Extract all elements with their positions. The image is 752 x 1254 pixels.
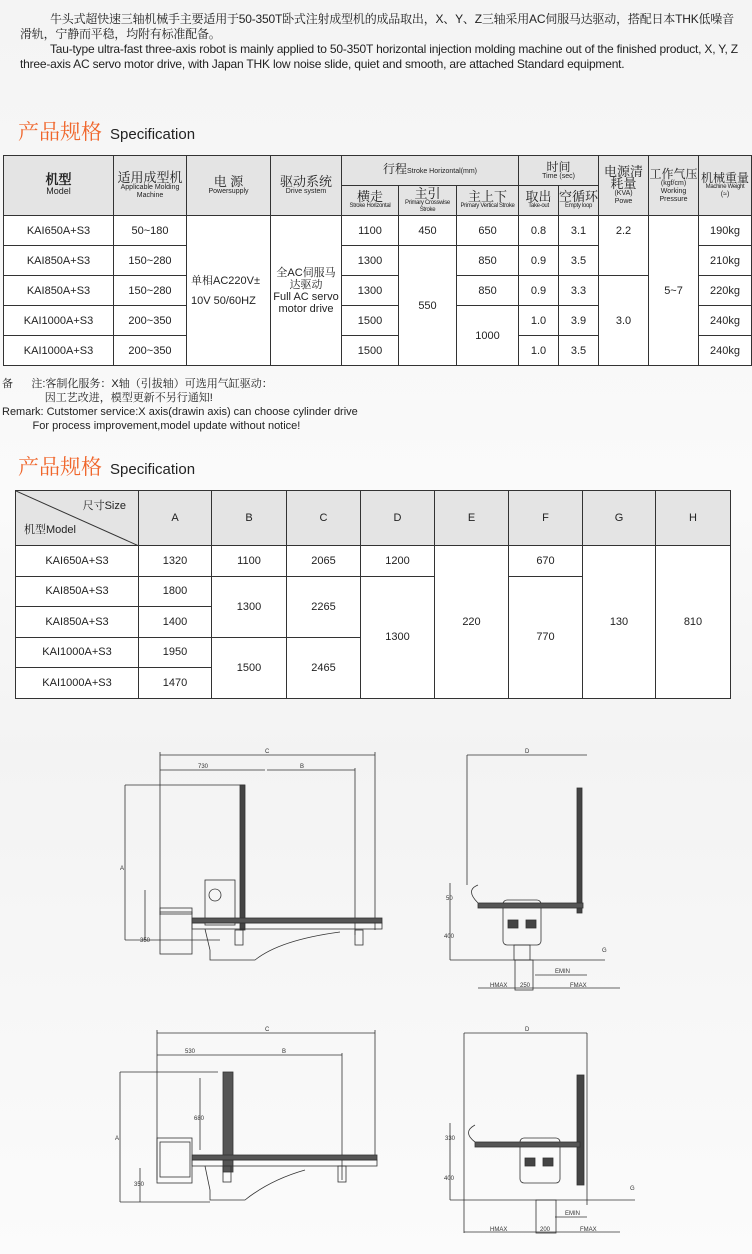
cell-loop: 3.5 [559, 336, 599, 366]
cell-molding: 200~350 [114, 336, 187, 366]
dim-200: 200 [540, 1227, 551, 1233]
cell-vertical: 850 [457, 276, 519, 306]
side-view-drawing-1 [110, 740, 400, 970]
header-model: 机型 Model [4, 156, 114, 216]
table-row [4, 276, 752, 306]
cell-model: KAI1000A+S3 [16, 668, 139, 699]
cell-b: 1100 [212, 546, 287, 577]
cell-molding: 50~180 [114, 216, 187, 246]
dim-emin: EMIN [565, 1211, 580, 1217]
dim-330: 330 [445, 1136, 456, 1142]
intro-en: Tau-type ultra-fast three-axis robot is mainly applied to 50-350T horizontal injection molding machine out of the finished product, X, Y, Z three-axis AC servo motor drive, with Japan THK low noise slide, quiet and smooth, are attached Standard equipment. [20, 42, 738, 71]
dim-c: C [265, 1027, 270, 1033]
cell-e: 220 [435, 546, 509, 699]
cell-f: 770 [509, 576, 583, 698]
title-zh: 产品规格 [18, 121, 102, 144]
cell-model: KAI1000A+S3 [4, 306, 114, 336]
spec-table [3, 155, 752, 366]
dim-c: C [265, 749, 270, 755]
table-row [4, 216, 752, 246]
cell-weight: 190kg [699, 216, 752, 246]
header-g: G [583, 491, 656, 546]
dim-d: D [525, 1027, 530, 1033]
cell-loop: 3.1 [559, 216, 599, 246]
header-time: 时间 Time (sec) [519, 156, 599, 186]
cell-loop: 3.5 [559, 246, 599, 276]
cell-d: 1300 [361, 576, 435, 698]
dim-fmax: FMAX [570, 983, 587, 989]
note-zh-1: 备 注:客制化服务：X轴（引拔轴）可选用气缸驱动： [2, 378, 273, 390]
dimension-table [15, 490, 731, 699]
dim-680: 680 [194, 1116, 205, 1122]
header-e: E [435, 491, 509, 546]
cell-vertical: 1000 [457, 306, 519, 366]
cell-molding: 200~350 [114, 306, 187, 336]
note-en-1: Remark: Cutstomer service:X axis(drawin axis) can choose cylinder drive [2, 406, 358, 418]
header-a: A [139, 491, 212, 546]
cell-weight: 220kg [699, 276, 752, 306]
dim-400: 400 [444, 934, 455, 940]
cell-model: KAI850A+S3 [4, 246, 114, 276]
dim-530: 530 [185, 1049, 196, 1055]
cell-a: 1470 [139, 668, 212, 699]
cell-model: KAI850A+S3 [16, 607, 139, 638]
dim-d: D [525, 749, 530, 755]
dim-350: 350 [134, 1182, 145, 1188]
cell-stroke: 1300 [342, 246, 399, 276]
header-weight: 机械重量 Machine Weight (≈) [699, 156, 752, 216]
side-view-drawing-2 [110, 1020, 400, 1220]
note-zh-2: 因工艺改进，模型更新不另行通知! [2, 392, 213, 404]
cell-a: 1950 [139, 637, 212, 668]
cell-vertical: 850 [457, 246, 519, 276]
cell-molding: 150~280 [114, 276, 187, 306]
dim-b: B [300, 764, 305, 770]
cell-drive: 全AC伺服马达驱动 Full AC servo motor drive [271, 216, 342, 366]
header-b: B [212, 491, 287, 546]
dim-400: 400 [444, 1176, 455, 1182]
cell-stroke: 1500 [342, 336, 399, 366]
header-h: H [656, 491, 731, 546]
cell-loop: 3.9 [559, 306, 599, 336]
dim-b: B [282, 1049, 287, 1055]
intro-text [20, 12, 740, 72]
dim-fmax: FMAX [580, 1227, 597, 1233]
note-en-2: For process improvement,model update without notice! [2, 420, 301, 432]
title-en: Specification [110, 461, 196, 478]
header-crosswise: 主引 Primary Crosswise Stroke [399, 186, 457, 216]
title-en: Specification [110, 126, 196, 143]
cell-vertical: 650 [457, 216, 519, 246]
header-molding: 适用成型机 Applicable Molding Machine [114, 156, 187, 216]
cell-c: 2065 [287, 546, 361, 577]
cell-model: KAI1000A+S3 [16, 637, 139, 668]
cell-b: 1300 [212, 576, 287, 637]
cell-g: 130 [583, 546, 656, 699]
cell-stroke: 1500 [342, 306, 399, 336]
cell-d: 1200 [361, 546, 435, 577]
cell-stroke: 1100 [342, 216, 399, 246]
cell-power-supply: 单相AC220V± 10V 50/60HZ [187, 216, 271, 366]
cell-takeout: 0.9 [519, 276, 559, 306]
cell-a: 1320 [139, 546, 212, 577]
header-empty-loop: 空循环 Empty loop [559, 186, 599, 216]
cell-model: KAI850A+S3 [4, 276, 114, 306]
header-size-model: 尺寸Size 机型Model [16, 491, 139, 546]
dim-730: 730 [198, 764, 209, 770]
cell-takeout: 1.0 [519, 336, 559, 366]
cell-b: 1500 [212, 637, 287, 698]
section-title-spec [18, 116, 195, 146]
header-working-pressure: 工作气压 (kgf/cm) Working Pressure [649, 156, 699, 216]
header-d: D [361, 491, 435, 546]
cell-crosswise: 450 [399, 216, 457, 246]
dim-50: 50 [446, 896, 453, 902]
header-takeout: 取出 Take-out [519, 186, 559, 216]
cell-consumption: 2.2 [599, 216, 649, 276]
cell-a: 1800 [139, 576, 212, 607]
cell-takeout: 0.8 [519, 216, 559, 246]
cell-h: 810 [656, 546, 731, 699]
table-row [16, 546, 731, 577]
cell-takeout: 1.0 [519, 306, 559, 336]
dim-250: 250 [520, 983, 531, 989]
dim-hmax: HMAX [490, 1227, 508, 1233]
dim-a: A [115, 1136, 120, 1142]
header-drive: 驱动系统 Drive system [271, 156, 342, 216]
cell-model: KAI650A+S3 [16, 546, 139, 577]
remarks [2, 377, 358, 433]
front-view-drawing-2 [430, 1020, 660, 1250]
dim-350: 350 [140, 938, 151, 944]
cell-weight: 210kg [699, 246, 752, 276]
dim-emin: EMIN [555, 969, 570, 975]
cell-stroke: 1300 [342, 276, 399, 306]
header-power-consumption: 电源清耗量 (KVA) Powe [599, 156, 649, 216]
header-stroke-horizontal: 横走 Stroke Horizontal [342, 186, 399, 216]
cell-weight: 240kg [699, 336, 752, 366]
cell-c: 2465 [287, 637, 361, 698]
dim-a: A [120, 866, 125, 872]
title-zh: 产品规格 [18, 456, 102, 479]
cell-a: 1400 [139, 607, 212, 638]
cell-consumption: 3.0 [599, 276, 649, 366]
cell-f: 670 [509, 546, 583, 577]
header-f: F [509, 491, 583, 546]
dim-hmax: HMAX [490, 983, 508, 989]
header-vertical: 主上下 Primary Vertical Stroke [457, 186, 519, 216]
cell-model: KAI850A+S3 [16, 576, 139, 607]
section-title-dimensions [18, 451, 195, 481]
cell-c: 2265 [287, 576, 361, 637]
dim-g: G [630, 1186, 635, 1192]
cell-crosswise: 550 [399, 246, 457, 366]
cell-model: KAI1000A+S3 [4, 336, 114, 366]
cell-model: KAI650A+S3 [4, 216, 114, 246]
dim-g: G [602, 948, 607, 954]
cell-loop: 3.3 [559, 276, 599, 306]
front-view-drawing-1 [430, 740, 660, 1000]
header-power: 电 源 Powersupply [187, 156, 271, 216]
intro-zh: 牛头式超快速三轴机械手主要适用于50-350T卧式注射成型机的成品取出，X、Y、Z三轴采用AC伺服马达驱动，搭配日本THK低噪音滑轨，宁静而平稳，均附有标准配备。 [20, 12, 734, 41]
cell-takeout: 0.9 [519, 246, 559, 276]
header-stroke: 行程Stroke Horizontal(mm) [342, 156, 519, 186]
header-c: C [287, 491, 361, 546]
cell-weight: 240kg [699, 306, 752, 336]
cell-pressure: 5~7 [649, 216, 699, 366]
cell-molding: 150~280 [114, 246, 187, 276]
